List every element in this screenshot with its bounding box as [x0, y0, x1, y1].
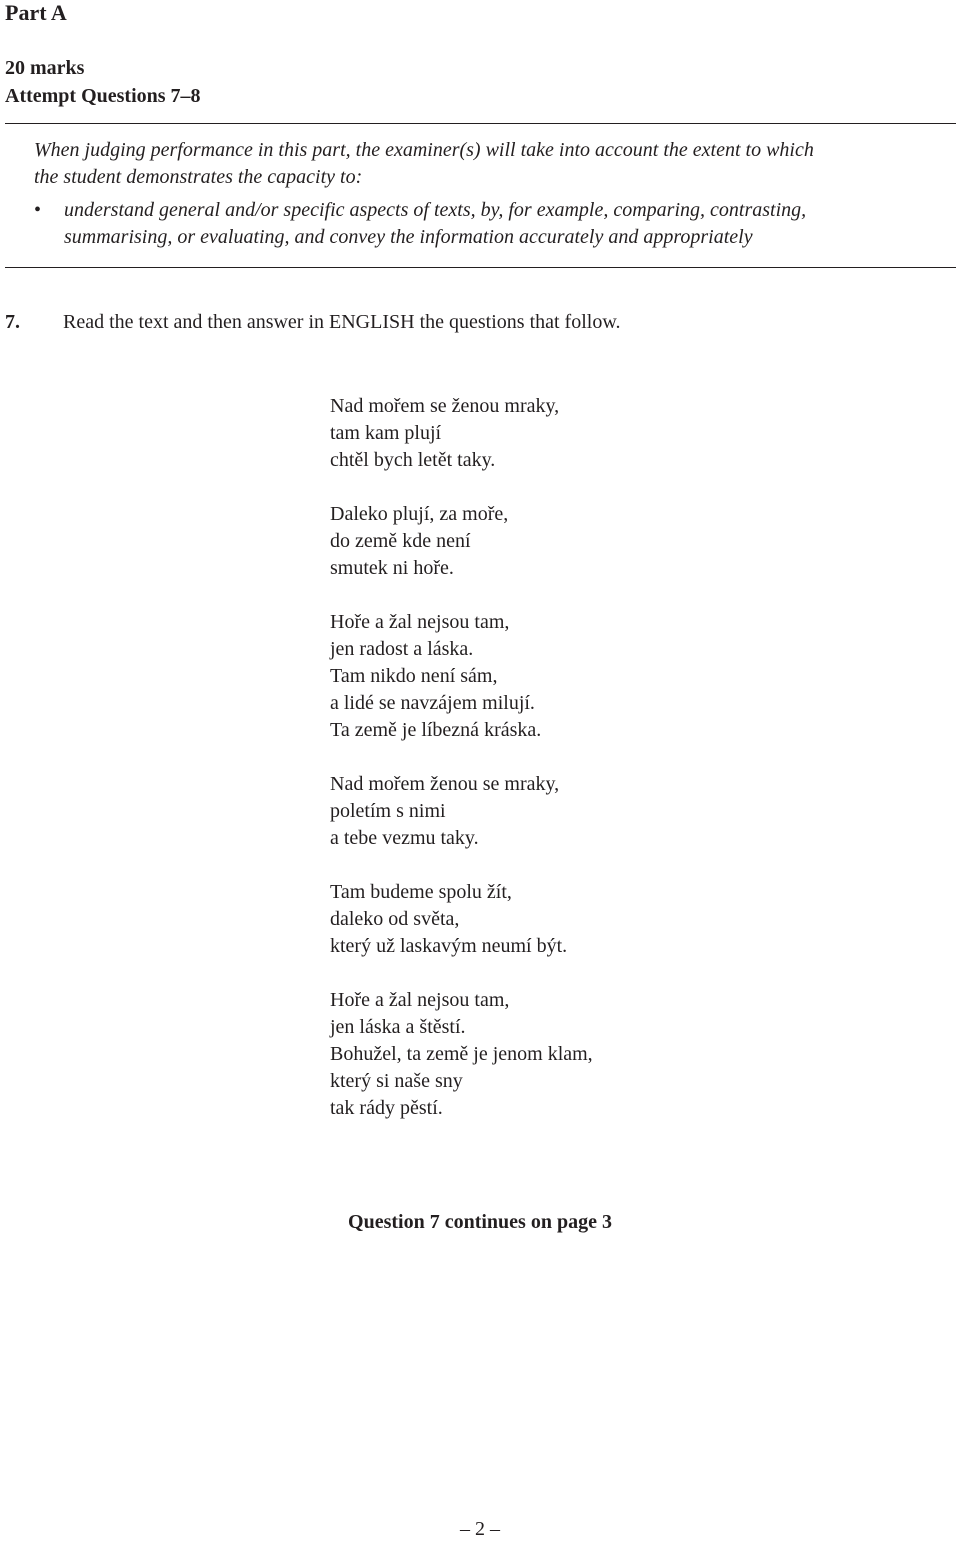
poem-stanza: [330, 771, 559, 852]
attempt-questions-label: Attempt Questions 7–8: [5, 85, 201, 107]
poem-stanza: [330, 609, 541, 744]
poem-line: Tam nikdo není sám,: [330, 665, 498, 687]
poem-line: a lidé se navzájem milují.: [330, 692, 535, 714]
poem-line: který už laskavým neumí být.: [330, 935, 568, 957]
instructions-text: [34, 137, 814, 191]
poem-line: Nad mořem se ženou mraky,: [330, 395, 560, 417]
poem-line: tak rády pěstí.: [330, 1097, 443, 1119]
poem-line: který si naše sny: [330, 1070, 463, 1092]
poem-line: Bohužel, ta země je jenom klam,: [330, 1043, 593, 1065]
poem-line: Ta země je líbezná kráska.: [330, 719, 542, 741]
poem-line: a tebe vezmu taky.: [330, 827, 479, 849]
poem-stanza: [330, 501, 508, 582]
divider-top: [5, 123, 956, 124]
poem-line: Hoře a žal nejsou tam,: [330, 611, 510, 633]
poem-line: jen radost a láska.: [330, 638, 474, 660]
poem-line: Nad mořem ženou se mraky,: [330, 773, 560, 795]
poem-line: tam kam plují: [330, 422, 442, 444]
instructions-line: When judging performance in this part, the examiner(s) will take into account the extent to which: [34, 139, 814, 161]
poem-stanza: [330, 393, 559, 474]
bullet-line: understand general and/or specific aspects of texts, by, for example, comparing, contrasting,: [64, 199, 807, 221]
poem-line: daleko od světa,: [330, 908, 460, 930]
poem-line: do země kde není: [330, 530, 471, 552]
divider-bottom: [5, 267, 956, 268]
instructions-line: the student demonstrates the capacity to:: [34, 166, 363, 188]
bullet-item-text: [64, 197, 806, 251]
continues-notice: Question 7 continues on page 3: [348, 1211, 612, 1233]
question-prompt: Read the text and then answer in ENGLISH the questions that follow.: [63, 311, 621, 333]
question-number: 7.: [5, 311, 20, 333]
page-number: – 2 –: [460, 1518, 500, 1540]
poem-line: Hoře a žal nejsou tam,: [330, 989, 510, 1011]
marks-label: 20 marks: [5, 57, 85, 79]
poem-line: Tam budeme spolu žít,: [330, 881, 512, 903]
poem-stanza: [330, 879, 567, 960]
poem-line: Daleko plují, za moře,: [330, 503, 509, 525]
bullet-point-icon: •: [34, 199, 42, 221]
poem-stanza: [330, 987, 593, 1122]
part-title: Part A: [5, 0, 67, 25]
poem-line: jen láska a štěstí.: [330, 1016, 466, 1038]
poem-line: poletím s nimi: [330, 800, 446, 822]
poem-line: chtěl bych letět taky.: [330, 449, 496, 471]
bullet-line: summarising, or evaluating, and convey the information accurately and appropriately: [64, 226, 753, 248]
poem-line: smutek ni hoře.: [330, 557, 454, 579]
